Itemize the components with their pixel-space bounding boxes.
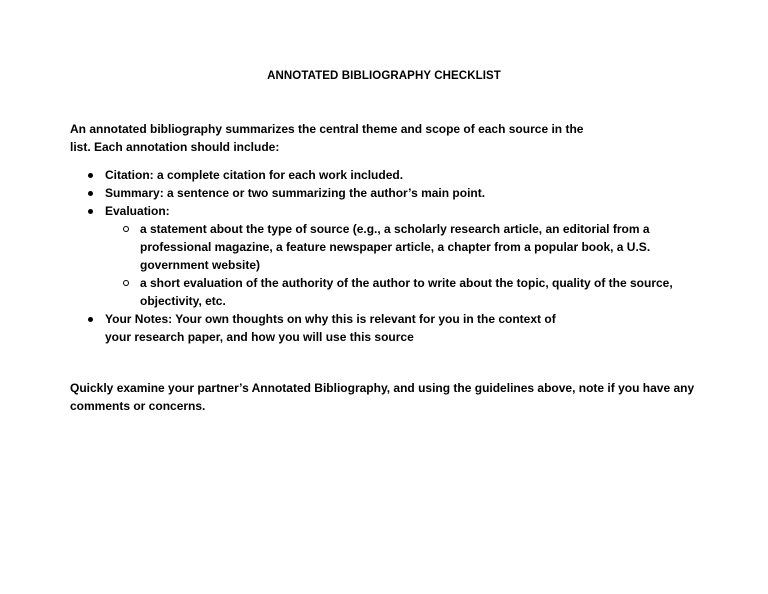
bullet-icon [88, 191, 93, 196]
list-item-text: Citation: a complete citation for each work included. [105, 168, 404, 182]
sub-item-authority [105, 274, 710, 310]
list-item-text: Summary: a sentence or two summarizing the author’s main point. [105, 186, 486, 200]
circle-bullet-icon [123, 280, 129, 286]
bullet-icon [88, 317, 93, 322]
list-item-text: Evaluation: [105, 204, 170, 218]
sub-item-source-type [105, 220, 710, 274]
bullet-icon [88, 209, 93, 214]
document-title: ANNOTATED BIBLIOGRAPHY CHECKLIST [267, 70, 501, 82]
closing-paragraph: Quickly examine your partner’s Annotated Bibliography, and using the guidelines above, note if you have any comments or concerns. [70, 381, 695, 413]
list-item-citation [70, 166, 710, 184]
list-item-summary [70, 184, 710, 202]
list-item-text: Your Notes: Your own thoughts on why this is relevant for you in the context of your research paper, and how you will use this source [105, 312, 556, 344]
intro-paragraph: An annotated bibliography summarizes the central theme and scope of each source in the list. Each annotation should include: [70, 122, 584, 154]
sub-item-text: a short evaluation of the authority of the author to write about the topic, quality of the source, objectivity, etc. [140, 276, 673, 308]
list-item-notes [70, 310, 565, 346]
sub-item-text: a statement about the type of source (e.g., a scholarly research article, an editorial from a professional magazine, a feature newspaper article, a chapter from a popular book, a U.S. government website) [140, 222, 651, 272]
list-item-evaluation [70, 202, 710, 310]
circle-bullet-icon [123, 226, 129, 232]
checklist [70, 166, 710, 346]
bullet-icon [88, 173, 93, 178]
